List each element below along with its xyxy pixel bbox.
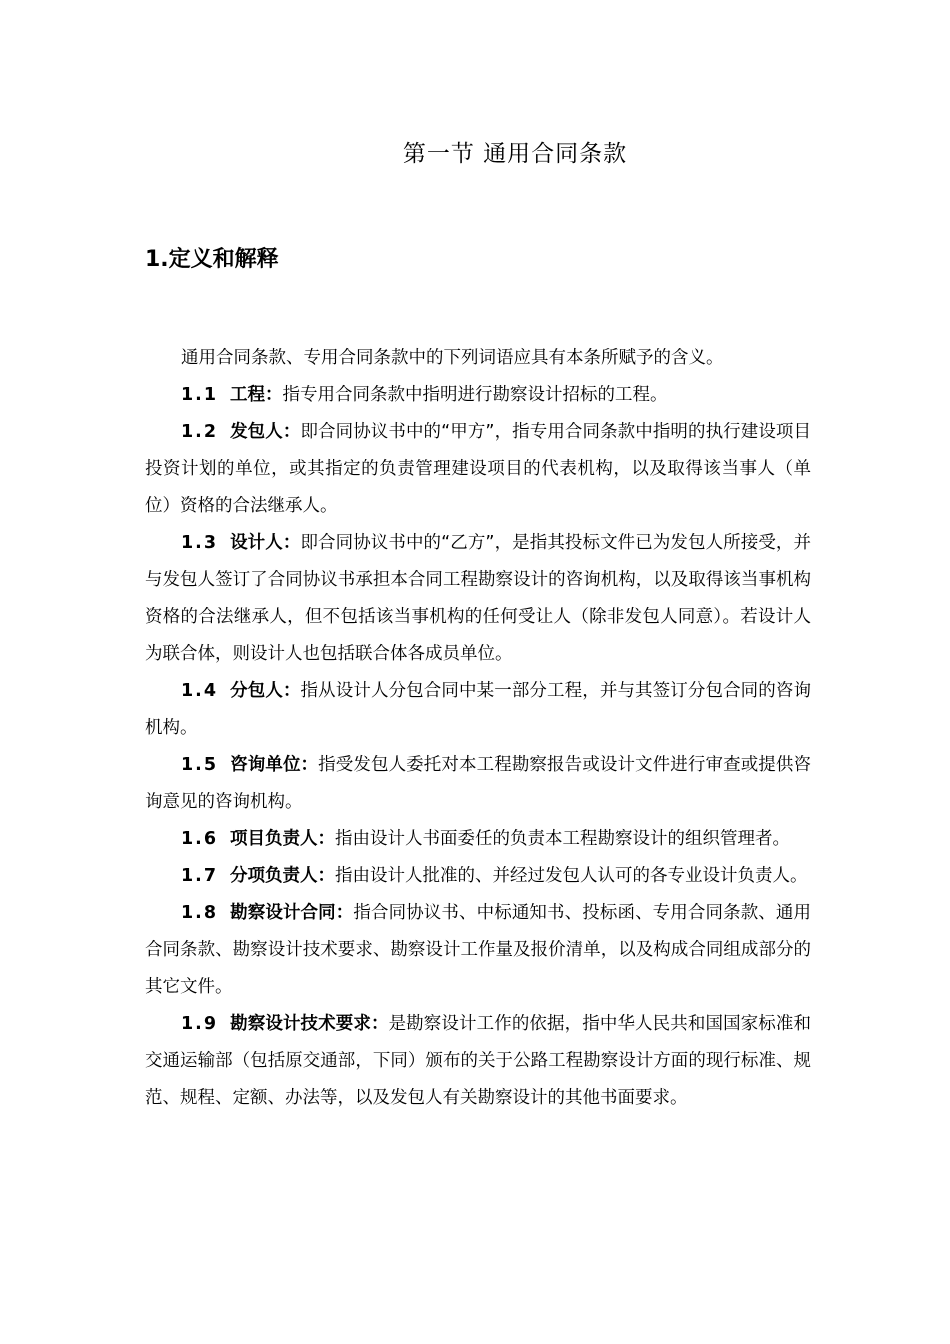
clause-number: 1.9 — [181, 1014, 219, 1034]
clause-text: 是勘察设计工作的依据，指中华人民共和国国家标准和交通运输部（包括原交通部，下同）颁布的关于公路工程勘察设计方面的现行标准、规范、规程、定额、办法等，以及发包人有关勘察设计的其他书面要求。 — [145, 1014, 812, 1108]
clause-1-7 — [145, 858, 811, 895]
clause-text: 指从设计人分包合同中某一部分工程，并与其签订分包合同的咨询机构。 — [145, 681, 812, 738]
clause-text: 指合同协议书、中标通知书、投标函、专用合同条款、通用合同条款、勘察设计技术要求、勘察设计工作量及报价清单，以及构成合同组成部分的其它文件。 — [145, 903, 812, 997]
clause-text: 即合同协议书中的“乙方”，是指其投标文件已为发包人所接受，并与发包人签订了合同协议书承担本合同工程勘察设计的咨询机构，以及取得该当事机构资格的合法继承人，但不包括该当事机构的任何受让人（除非发包人同意）。若设计人为联合体，则设计人也包括联合体各成员单位。 — [145, 533, 811, 664]
clause-text: 指由设计人书面委任的负责本工程勘察设计的组织管理者。 — [335, 829, 791, 849]
clause-1-2 — [145, 414, 811, 525]
clause-number: 1.5 — [181, 755, 219, 775]
clause-text: 指由设计人批准的、并经过发包人认可的各专业设计负责人。 — [335, 866, 808, 886]
intro-paragraph: 通用合同条款、专用合同条款中的下列词语应具有本条所赋予的含义。 — [181, 348, 724, 368]
clause-number: 1.2 — [181, 422, 219, 442]
clause-term: 勘察设计技术要求： — [230, 1014, 389, 1034]
clause-1-5 — [145, 747, 811, 821]
body-text — [145, 340, 811, 1117]
clause-number: 1.6 — [181, 829, 219, 849]
clause-1-4 — [145, 673, 811, 747]
clause-term: 项目负责人： — [230, 829, 336, 849]
clause-number: 1.7 — [181, 866, 219, 886]
clause-1-3 — [145, 525, 811, 673]
clause-1-1 — [145, 377, 811, 414]
clause-number: 1.1 — [181, 385, 219, 405]
clause-text: 即合同协议书中的“甲方”，指专用合同条款中指明的执行建设项目投资计划的单位，或其指定的负责管理建设项目的代表机构，以及取得该当事人（单位）资格的合法继承人。 — [145, 422, 811, 516]
clause-term: 分项负责人： — [230, 866, 336, 886]
clause-term: 勘察设计合同： — [230, 903, 354, 923]
clause-term: 工程： — [230, 385, 283, 405]
clause-number: 1.8 — [181, 903, 219, 923]
clause-1-8 — [145, 895, 811, 1006]
clause-1-6 — [145, 821, 811, 858]
clause-term: 分包人： — [230, 681, 301, 701]
clause-text: 指受发包人委托对本工程勘察报告或设计文件进行审查或提供咨询意见的咨询机构。 — [145, 755, 812, 812]
clause-number: 1.3 — [181, 533, 219, 553]
clause-number: 1.4 — [181, 681, 219, 701]
clause-term: 设计人： — [230, 533, 301, 553]
chapter-heading: 1.定义和解释 — [145, 247, 279, 272]
clause-term: 发包人： — [230, 422, 301, 442]
clause-1-9 — [145, 1006, 811, 1117]
section-title: 第一节 通用合同条款 — [402, 141, 628, 167]
clause-term: 咨询单位： — [230, 755, 319, 775]
clause-text: 指专用合同条款中指明进行勘察设计招标的工程。 — [282, 385, 668, 405]
